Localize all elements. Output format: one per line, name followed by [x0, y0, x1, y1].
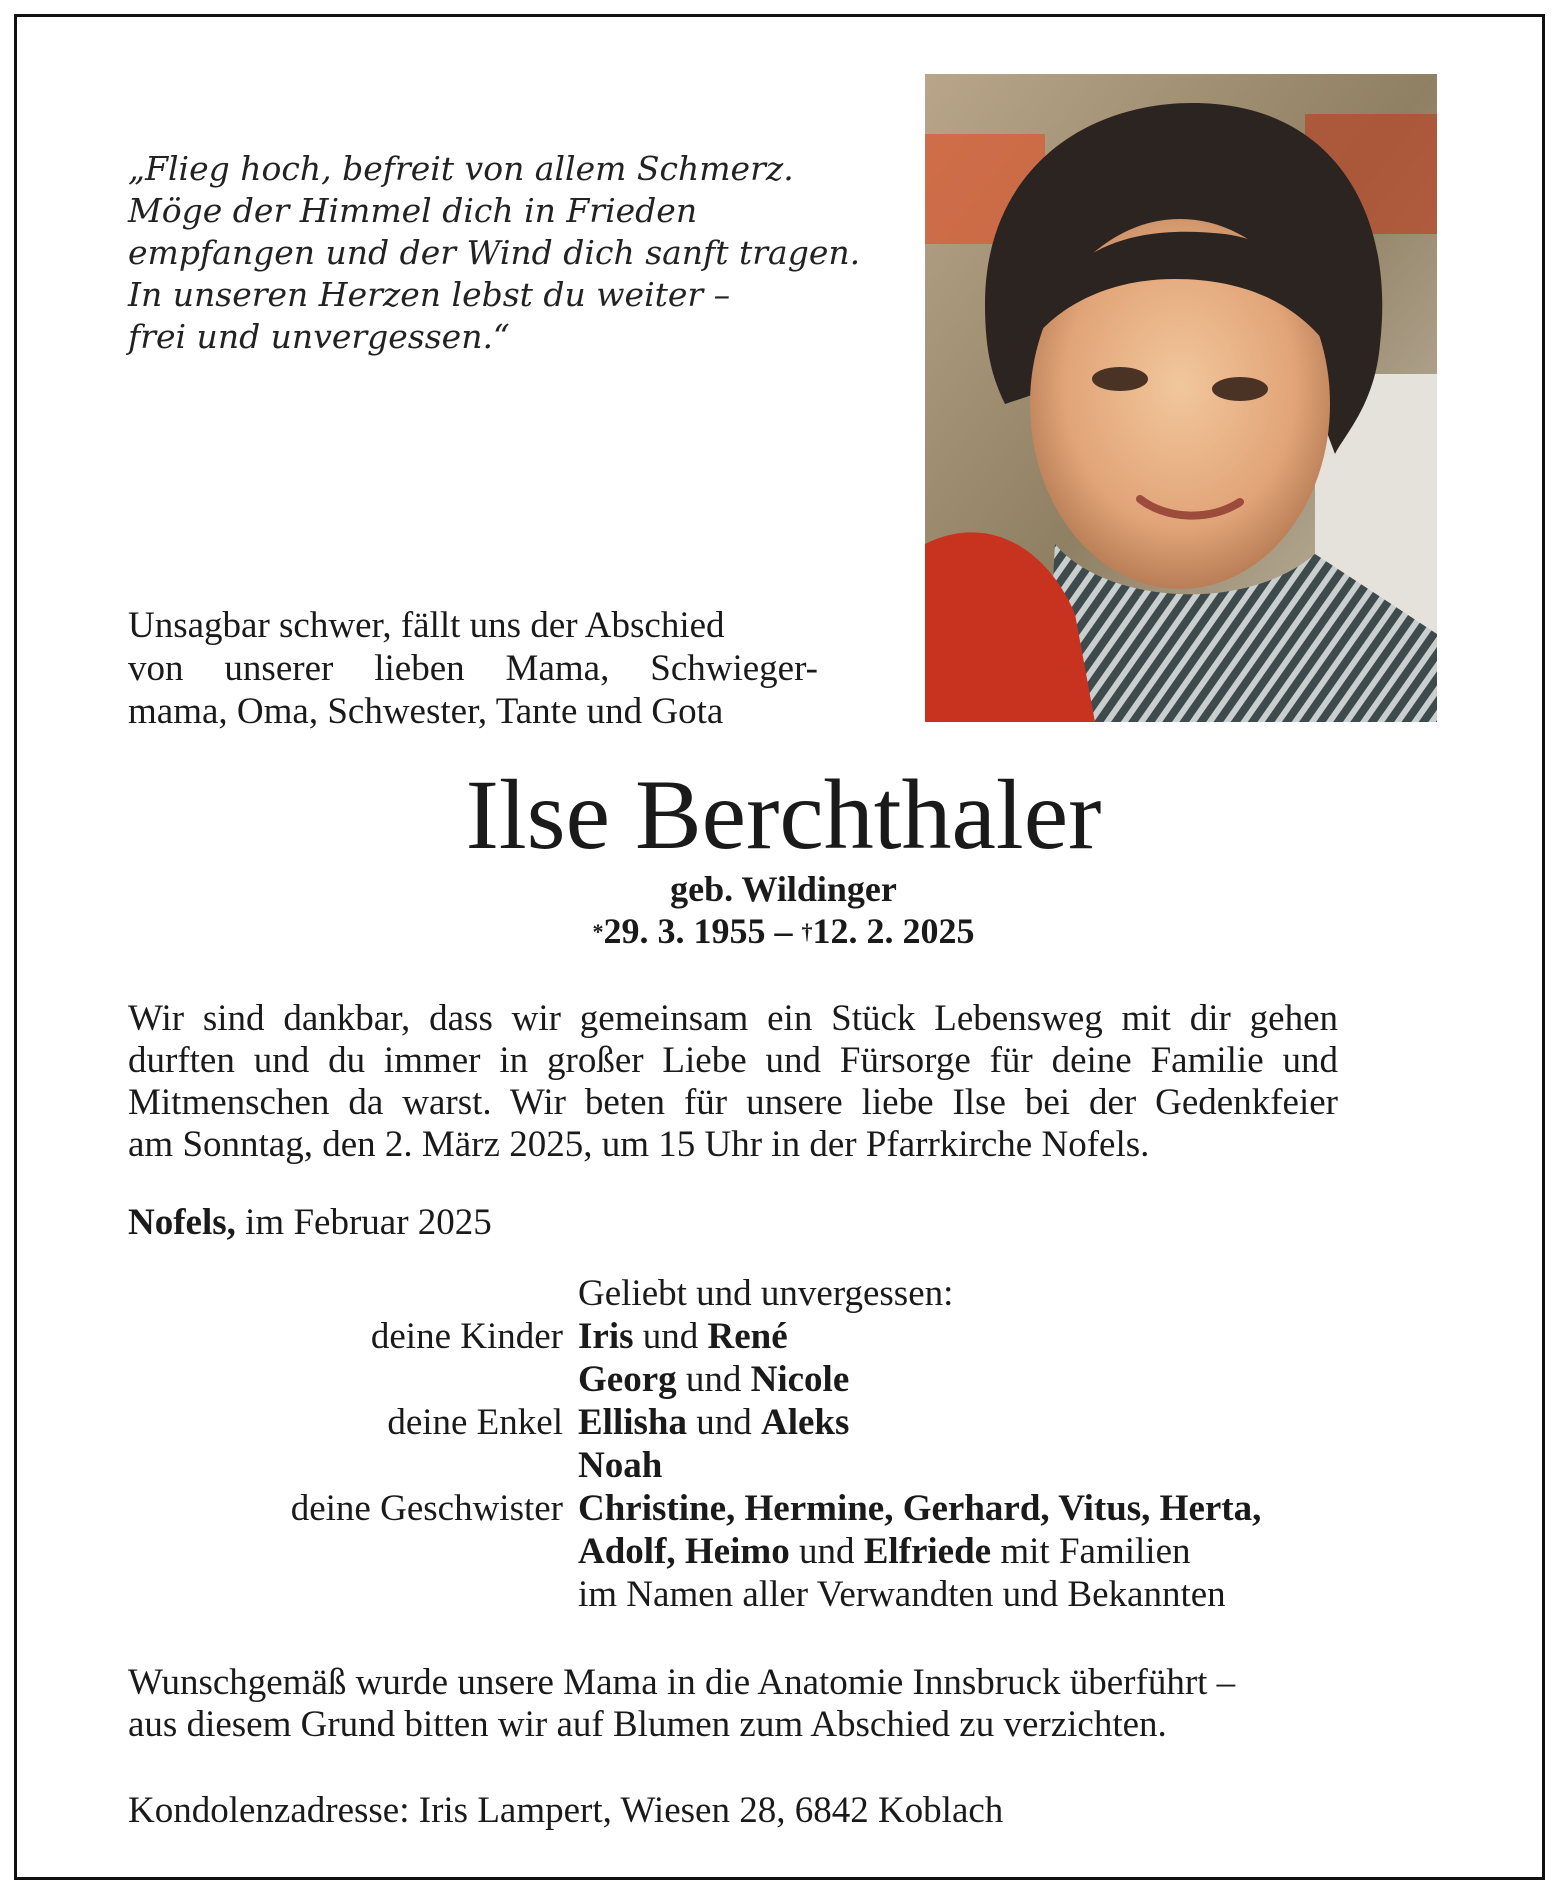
quote-line: empfangen und der Wind dich sanft tragen. [128, 233, 861, 272]
and-text: und [676, 1359, 751, 1400]
portrait-photo [925, 74, 1437, 722]
memorial-quote [128, 148, 861, 358]
portrait-photo-graphic [925, 74, 1437, 722]
death-date: 12. 2. 2025 [812, 911, 975, 951]
siblings-line-2 [578, 1530, 1191, 1573]
message-line: am Sonntag, den 2. März 2025, um 15 Uhr in der Pfarrkirche Nofels. [128, 1124, 1150, 1165]
family-closing: im Namen aller Verwandten und Bekannten [578, 1574, 1226, 1615]
birth-date: 29. 3. 1955 [603, 911, 766, 951]
quote-line: „Flieg hoch, befreit von allem Schmerz. [128, 149, 794, 188]
family-heading: Geliebt und unvergessen: [578, 1273, 954, 1314]
child-partner-name: Nicole [750, 1359, 850, 1400]
condolence-address: Kondolenzadresse: Iris Lampert, Wiesen 28, 6842 Koblach [128, 1790, 1004, 1831]
siblings-label: deine Geschwister [290, 1488, 563, 1529]
birth-name: geb. Wildinger [670, 869, 897, 909]
date-text: im Februar 2025 [235, 1202, 492, 1243]
grandchild-name: Noah [578, 1445, 663, 1486]
child-name: Georg [578, 1359, 677, 1400]
wish-line: aus diesem Grund bitten wir auf Blumen zum Abschied zu verzichten. [128, 1704, 1167, 1745]
child-partner-name: René [707, 1316, 788, 1357]
deceased-name: Ilse Berchthaler [465, 759, 1102, 870]
memorial-message [128, 998, 1338, 1166]
died-symbol: † [801, 919, 813, 944]
grandchild-name: Ellisha [578, 1402, 687, 1443]
intro-line: von unserer lieben Mama, Schwieger- [128, 648, 818, 689]
intro-line: Unsagbar schwer, fällt uns der Abschied [128, 605, 725, 646]
child-name: Iris [578, 1316, 634, 1357]
born-symbol: * [592, 919, 604, 944]
grandchildren-line-1 [578, 1401, 849, 1444]
date-separator: – [765, 911, 802, 951]
siblings-line-1 [578, 1487, 1261, 1530]
place-date [128, 1202, 492, 1244]
families-text: mit Familien [991, 1531, 1191, 1572]
and-text: und [789, 1531, 864, 1572]
and-text: und [687, 1402, 761, 1443]
intro-text [128, 604, 818, 733]
grandchild-name: Aleks [761, 1402, 850, 1443]
sibling-name: Elfriede [863, 1531, 992, 1572]
place: Nofels, [128, 1202, 236, 1243]
quote-line: Möge der Himmel dich in Frieden [128, 191, 698, 230]
life-dates [0, 910, 1567, 957]
message-line: Mitmenschen da warst. Wir beten für unsere liebe Ilse bei der Gedenkfeier [128, 1082, 1338, 1123]
grandchildren-label: deine Enkel [387, 1402, 563, 1443]
wish-notice [128, 1662, 1398, 1746]
children-line-2 [578, 1358, 849, 1401]
grandchildren-line-2 [578, 1444, 662, 1487]
message-line: durften und du immer in großer Liebe und Fürsorge für deine Familie und [128, 1040, 1338, 1081]
sibling-names: Adolf, Heimo [578, 1531, 790, 1572]
quote-line: In unseren Herzen lebst du weiter – [128, 275, 731, 314]
quote-line: frei und unvergessen.“ [128, 317, 510, 356]
wish-line: Wunschgemäß wurde unsere Mama in die Anatomie Innsbruck überführt – [128, 1662, 1236, 1703]
children-label: deine Kinder [370, 1316, 563, 1357]
and-text: und [633, 1316, 708, 1357]
message-line: Wir sind dankbar, dass wir gemeinsam ein Stück Lebensweg mit dir gehen [128, 998, 1338, 1039]
sibling-names: Christine, Hermine, Gerhard, Vitus, Herta, [578, 1488, 1262, 1529]
intro-line: mama, Oma, Schwester, Tante und Gota [128, 691, 724, 732]
family-list [0, 1272, 1567, 1616]
children-line-1 [578, 1315, 788, 1358]
